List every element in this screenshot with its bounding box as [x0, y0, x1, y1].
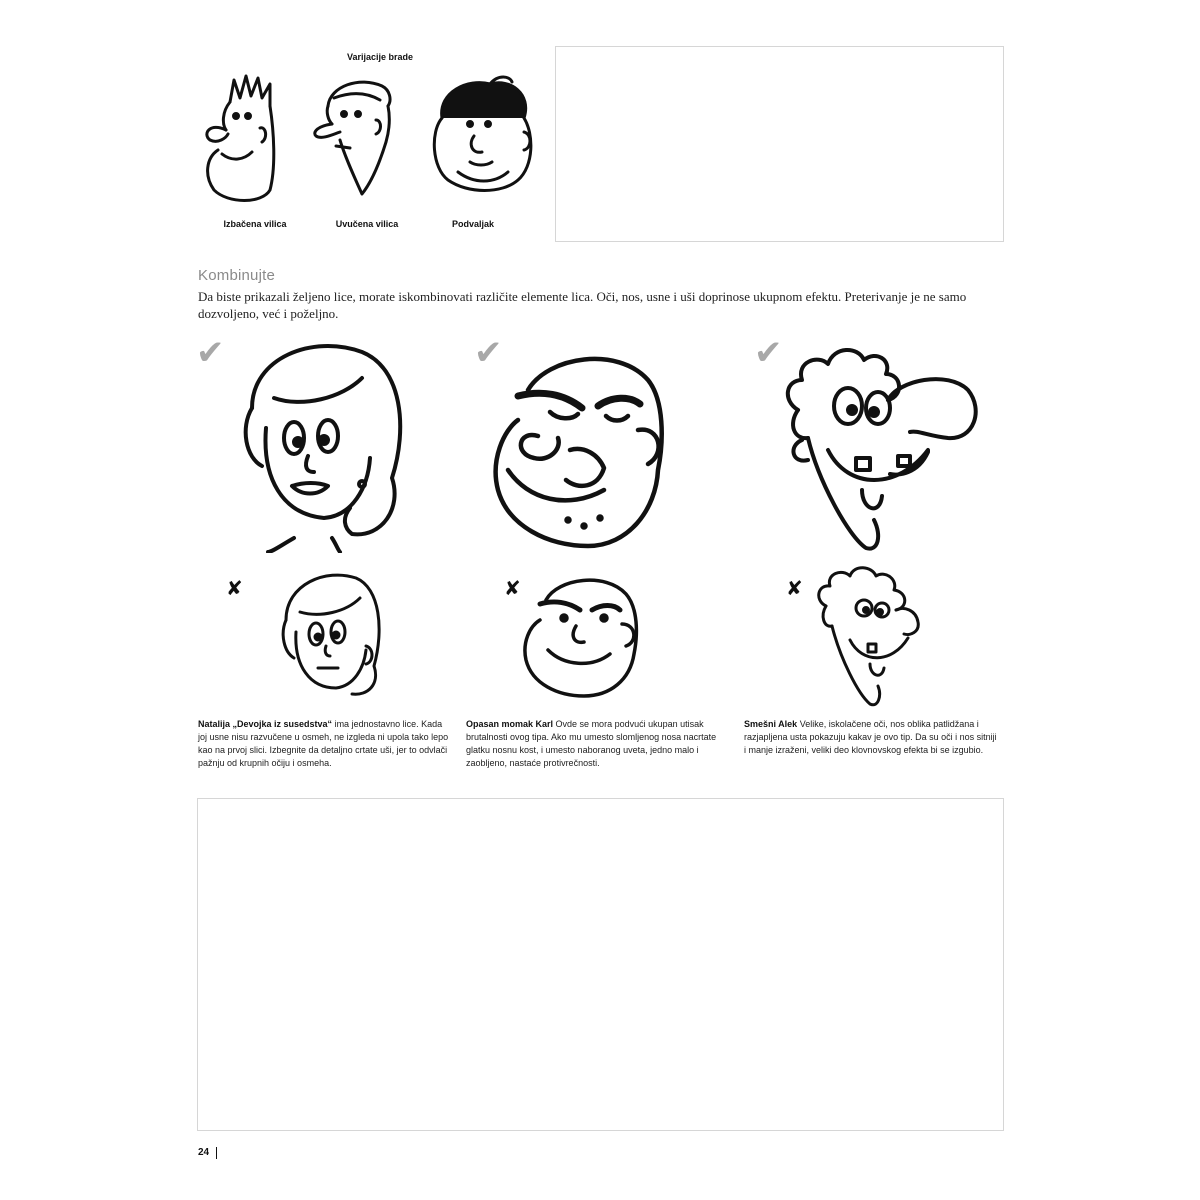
alek-caption	[744, 718, 999, 757]
natalija-caption	[198, 718, 453, 770]
cross-mark-icon: ✘	[786, 576, 803, 600]
natalija-caption-text: ima jednostavno lice. Kada joj usne nisu razvučene u osmeh, ne izgleda ni upola tako lepo kao na prvoj slici. Izbegnite da detaljno crtate uši, jer to odvlači pažnju od krupnih očiju i osmeha.	[198, 719, 449, 768]
check-mark-icon: ✔	[196, 333, 225, 373]
karl-correct-face-icon	[488, 350, 683, 550]
karl-caption	[466, 718, 721, 770]
top-sketch-area[interactable]	[555, 46, 1004, 242]
cross-mark-icon: ✘	[504, 576, 521, 600]
alek-correct-face-icon	[778, 340, 983, 552]
natalija-wrong-face-icon	[276, 570, 386, 705]
section-intro: Da biste prikazali željeno lice, morate iskombinovati različite elemente lica. Oči, nos, usne i uši doprinose ukupnom efektu. Preterivanje je ne samo dozvoljeno, već i poželjno.	[198, 289, 967, 321]
jutting-jaw-head-icon	[200, 72, 290, 207]
natalija-caption-name: Natalija „Devojka iz susedstva“	[198, 719, 333, 729]
jutting-jaw-label: Izbačena vilica	[223, 219, 287, 229]
check-mark-icon: ✔	[474, 333, 503, 373]
karl-caption-text: Ovde se mora podvući ukupan utisak brutalnosti ovog tipa. Ako mu umesto slomljenog nosa nacrtate glatku nosnu kost, i umesto naboranog uveta, jedno malo i zaobljeno, nastaće protivrečnosti.	[466, 719, 717, 768]
double-chin-label: Podvaljak	[451, 219, 495, 229]
chin-variations-title: Varijacije brade	[346, 52, 414, 62]
receding-jaw-label: Uvučena vilica	[335, 219, 399, 229]
natalija-correct-face-icon	[232, 338, 412, 553]
karl-caption-name: Opasan momak Karl	[466, 719, 554, 729]
alek-wrong-face-icon	[812, 566, 927, 708]
section-heading: Kombinujte	[198, 267, 276, 284]
double-chin-head-icon	[428, 72, 538, 197]
receding-jaw-head-icon	[310, 72, 400, 207]
bottom-sketch-area[interactable]	[197, 798, 1004, 1131]
karl-wrong-face-icon	[518, 574, 648, 699]
page-number: 24	[198, 1147, 210, 1158]
page-number-divider	[216, 1147, 217, 1159]
alek-caption-name: Smešni Alek	[744, 719, 798, 729]
cross-mark-icon: ✘	[226, 576, 243, 600]
alek-caption-text: Velike, iskolačene oči, nos oblika patlidžana i razjapljena usta pokazuju kakav je ovo tip. Da su oči i nos sitniji i manje izraženi, veliki deo klovnovskog efekta bi se izgubio.	[744, 719, 997, 755]
check-mark-icon: ✔	[754, 333, 783, 373]
